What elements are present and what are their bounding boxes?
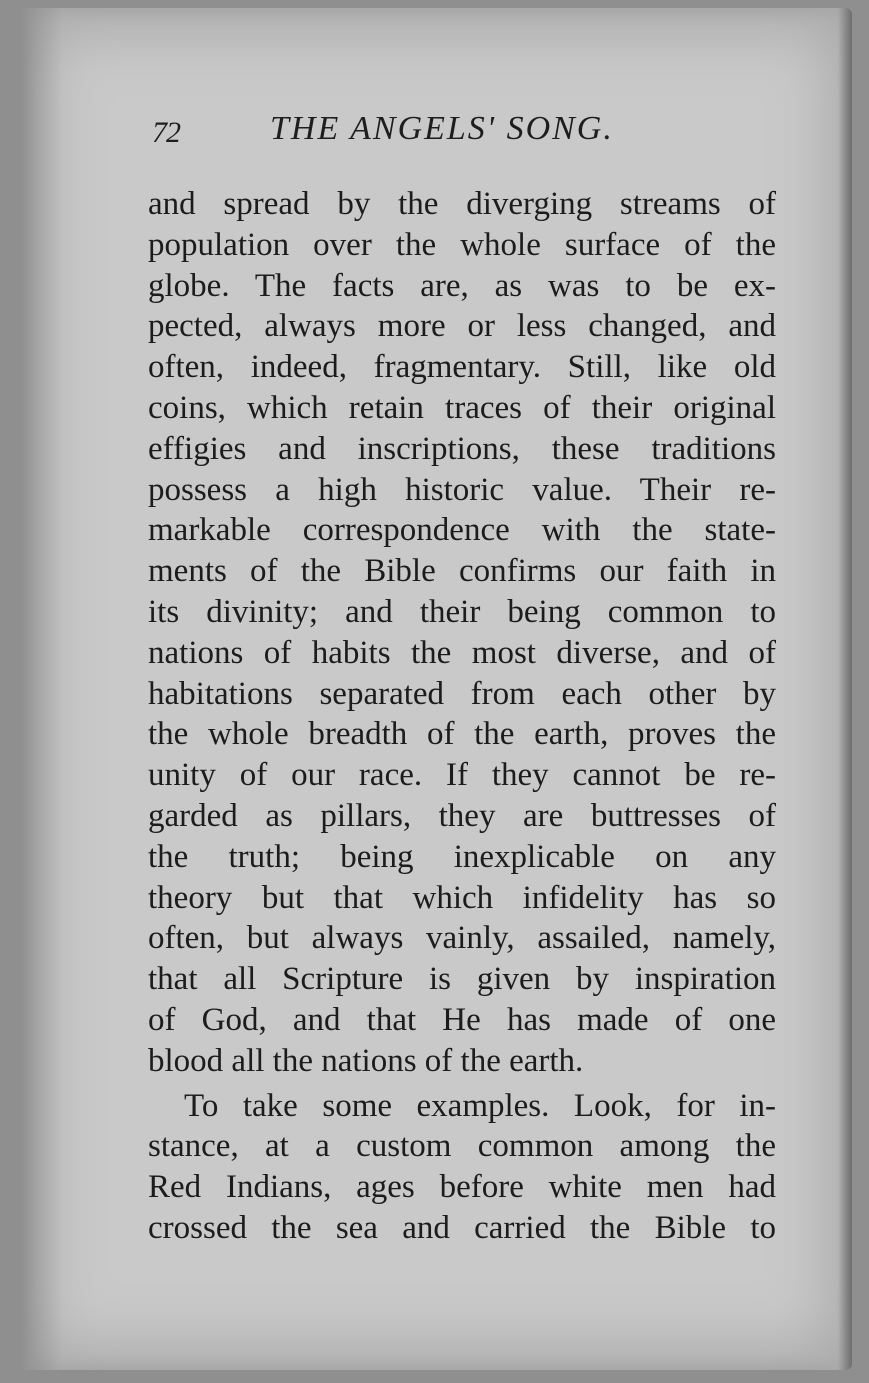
page-number: 72 [152, 116, 180, 149]
text-line: pected, always more or less changed, and [148, 308, 776, 345]
page-edge-shadow [838, 8, 852, 1370]
running-title: THE ANGELS' SONG. [270, 110, 614, 147]
text-line: and spread by the diverging streams of [148, 186, 776, 222]
text-line: globe. The facts are, as was to be ex- [148, 267, 776, 304]
text-line: unity of our race. If they cannot be re- [148, 757, 776, 794]
text-line: population over the whole surface of the [148, 226, 776, 263]
running-head [152, 110, 792, 160]
text-line: markable correspondence with the state- [148, 512, 776, 549]
text-line: coins, which retain traces of their original [148, 389, 776, 426]
text-line: crossed the sea and carried the Bible to [148, 1209, 776, 1246]
spine-shadow [22, 8, 62, 1370]
text-line: of God, and that He has made of one [148, 1001, 776, 1038]
text-line: Red Indians, ages before white men had [148, 1169, 776, 1206]
text-line: nations of habits the most diverse, and of [148, 634, 776, 671]
text-line: ments of the Bible confirms our faith in [148, 553, 776, 590]
text-line: the truth; being inexplicable on any [148, 838, 776, 875]
text-line: that all Scripture is given by inspiration [148, 961, 776, 998]
body-text [148, 184, 776, 1249]
book-page [22, 8, 852, 1370]
text-line: habitations separated from each other by [148, 675, 776, 712]
text-line: blood all the nations of the earth. [148, 1042, 584, 1079]
text-line: effigies and inscriptions, these traditions [148, 430, 776, 467]
text-line: its divinity; and their being common to [148, 593, 776, 630]
text-line: stance, at a custom common among the [148, 1128, 776, 1165]
paragraph-1 [148, 184, 776, 1082]
text-line: often, but always vainly, assailed, namely, [148, 920, 776, 957]
text-line: possess a high historic value. Their re- [148, 471, 776, 508]
text-line: garded as pillars, they are buttresses of [148, 797, 776, 834]
text-line: the whole breadth of the earth, proves the [148, 716, 776, 753]
paragraph-2 [148, 1086, 776, 1249]
text-line: To take some examples. Look, for in- [184, 1087, 776, 1124]
text-line: theory but that which infidelity has so [148, 879, 776, 916]
text-line: often, indeed, fragmentary. Still, like old [148, 349, 776, 386]
